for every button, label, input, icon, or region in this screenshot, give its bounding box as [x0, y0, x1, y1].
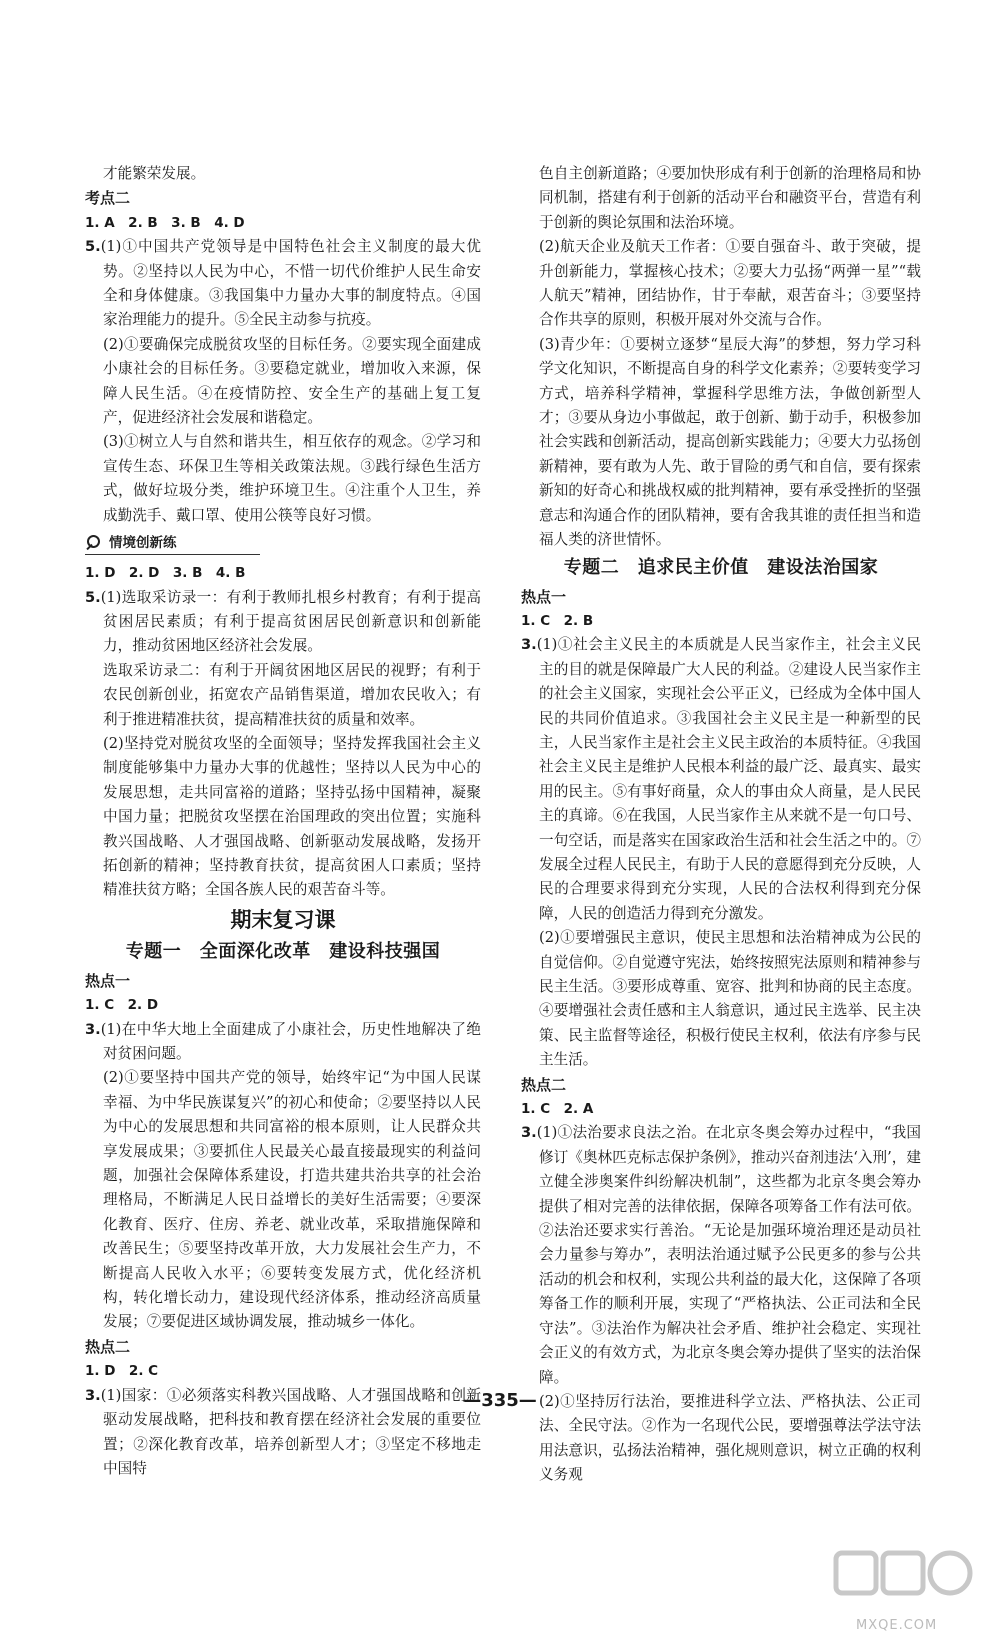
answer-text: (2)①要确保完成脱贫攻坚的目标任务。②要实现全面建成小康社会的目标任务。③要稳定就业，增加收入来源，保障人民生活。④在疫情防控、安全生产的基础上复工复产，促进经济社会发展和谐稳定。: [103, 335, 481, 427]
paragraph: 才能繁荣发展。: [103, 165, 206, 182]
answer-text: (1)①法治要求良法之治。在北京冬奥会筹办过程中，“我国修订《奥林匹克标志保护条例》，推动兴奋剂违法‘入刑’，建立健全涉奥案件纠纷解决机制”，这些都为北京冬奥会筹办提供了相对完善的法律依据，保障各项筹备工作有法可依。②法治还要求实行善治。“无论是加强环境治理还是动员社会力量参与筹办”，表明法治通过赋予公民更多的参与公共活动的机会和权利，实现公共利益的最大化，这保障了各项筹备工作的顺利开展，实现了“严格执法、公正司法和全民守法”。③法治作为解决社会矛盾、维护社会稳定、实现社会正义的有效方式，为北京冬奥会筹办提供了坚实的法治保障。: [536, 1124, 921, 1386]
answer-text: (2)①要坚持中国共产党的领导，始终牢记“为中国人民谋幸福、为中华民族谋复兴”的初心和使命；②要坚持以人民为中心的发展思想和共同富裕的根本原则，让人民群众共享发展成果；③要抓住人民最关心最直接最现实的利益问题，加强社会保障体系建设，打造共建共治共享的社会治理格局，不断满足人民日益增长的美好生活需要；④要深化教育、医疗、住房、养老、就业改革，采取措施保障和改善民生；⑤要坚持改革开放，大力发展社会生产力，不断提高人民收入水平；⑥要转变发展方式，优化经济机构，转化增长动力，建设现代经济体系，推动经济高质量发展；⑦要促进区域协调发展，推动城乡一体化。: [103, 1069, 481, 1331]
topic-title: 专题一 全面深化改革 建设科技强国: [125, 940, 441, 962]
right-column: [521, 162, 921, 1488]
answer-line: 1. A 2. B 3. B 4. D: [85, 214, 245, 231]
question-3: [85, 1018, 481, 1067]
question-5: [85, 586, 481, 659]
review-title: 期末复习课: [230, 907, 336, 932]
answer-text: (1)国家：①必须落实科教兴国战略、人才强国战略和创新驱动发展战略，把科技和教育摆在经济社会发展的重要位置；②深化教育改革，培养创新型人才；③坚定不移地走中国特: [100, 1386, 481, 1477]
question-3: [521, 1121, 921, 1389]
answer-line: 1. C 2. B: [521, 612, 594, 629]
question-number: 5.: [85, 588, 101, 606]
answer-text: (2)航天企业及航天工作者：①要自强奋斗、敢于突破，提升创新能力，掌握核心技术；②要大力弘扬“两弹一星”“载人航天”精神，团结协作，甘于奉献，艰苦奋斗；③要坚持合作共享的原则，积极开展对外交流与合作。: [539, 238, 921, 329]
answer-text: (1)在中华大地上全面建成了小康社会，历史性地解决了绝对贫困问题。: [100, 1020, 481, 1062]
question-3: [521, 633, 921, 926]
answer-line: 1. D 2. C: [85, 1363, 159, 1380]
answer-text: (3)①树立人与自然和谐共生，相互依存的观念。②学习和宣传生态、环保卫生等相关政策法规。③践行绿色生活方式，做好垃圾分类，维护环境卫生。④注重个人卫生，养成勤洗手、戴口罩、使用公筷等良好习惯。: [103, 433, 481, 524]
answer-line: 1. C 2. D: [85, 997, 159, 1014]
question-number: 3.: [85, 1020, 101, 1038]
section-label: 情境创新练: [109, 535, 177, 552]
answer-text: (2)①要增强民主意识，使民主思想和法治精神成为公民的自觉信仰。②自觉遵守宪法，始终按照宪法原则和精神参与民主生活。③要形成尊重、宽容、批判和协商的民主态度。④要增强社会责任感和主人翁意识，通过民主选举、民主决策、民主监督等途径，积极行使民主权利，依法有序参与民主生活。: [539, 929, 921, 1069]
question-number: 5.: [85, 238, 101, 256]
answer-line: 1. C 2. A: [521, 1101, 594, 1118]
answer-line: 1. D 2. D 3. B 4. B: [85, 565, 246, 582]
left-column: [85, 162, 481, 1481]
answer-text: (2)①坚持厉行法治，要推进科学立法、严格执法、公正司法、全民守法。②作为一名现代公民，要增强尊法学法守法用法意识，弘扬法治精神，强化规则意识，树立正确的权利义务观: [539, 1392, 921, 1484]
topic-title: 专题二 追求民主价值 建设法治国家: [563, 556, 879, 578]
heading-hot-2: 热点二: [521, 1075, 567, 1094]
answer-text: 选取采访录二：有利于开阔贫困地区居民的视野；有利于农民创新创业，拓宽农产品销售渠道，增加农民收入；有利于推进精准扶贫，提高精准扶贫的质量和效率。: [103, 661, 481, 728]
heading-hot-2: 热点二: [85, 1337, 131, 1356]
answer-text: (1)①中国共产党领导是中国特色社会主义制度的最大优势。②坚持以人民为中心，不惜一切代价维护人民生命安全和身体健康。③我国集中力量办大事的制度特点。④国家治理能力的提升。⑤全民主动参与抗疫。: [100, 238, 481, 329]
magnifier-icon: [85, 534, 103, 552]
answer-text: (3)青少年：①要树立逐梦“星辰大海”的梦想，努力学习科学文化知识，不断提高自身的科学文化素养；②要转变学习方式，培养科学精神，掌握科学思维方法，争做创新型人才；③要从身边小事做起，敢于创新、勤于动手，积极参加社会实践和创新活动，提高创新实践能力；④要大力弘扬创新精神，要有敢为人先、敢于冒险的勇气和自信，要有探索新知的好奇心和挑战权威的批判精神，要有承受挫折的坚强意志和沟通合作的团队精神，要有舍我其谁的责任担当和造福人类的济世情怀。: [539, 335, 921, 549]
heading-hot-1: 热点一: [521, 587, 567, 606]
heading-kaodian-2: 考点二: [85, 189, 131, 208]
section-header: [85, 532, 260, 555]
question-number: 3.: [521, 636, 537, 654]
page-number: —335—: [463, 1390, 537, 1411]
answer-text: (1)选取采访录一：有利于教师扎根乡村教育；有利于提高贫困居民素质；有利于提高贫困居民创新意识和创新能力，推动贫困地区经济社会发展。: [100, 588, 481, 655]
answer-text: (2)坚持党对脱贫攻坚的全面领导；坚持发挥我国社会主义制度能够集中力量办大事的优越性；坚持以人民为中心的发展思想，走共同富裕的道路；坚持弘扬中国精神，凝聚中国力量；把脱贫攻坚摆在治国理政的突出位置；实施科教兴国战略、人才强国战略、创新驱动发展战略，发扬开拓创新的精神；坚持教育扶贫，提高贫困人口素质；坚持精准扶贫方略；全国各族人民的艰苦奋斗等。: [103, 734, 481, 899]
paragraph: 色自主创新道路；④要加快形成有利于创新的治理格局和协同机制，搭建有利于创新的活动平台和融资平台，营造有利于创新的舆论氛围和法治环境。: [539, 165, 921, 231]
answer-text: (1)①社会主义民主的本质就是人民当家作主，社会主义民主的目的就是保障最广大人民的利益。②建设人民当家作主的社会主义国家，实现社会公平正义，已经成为全体中国人民的共同价值追求。③我国社会主义民主是一种新型的民主，人民当家作主是社会主义民主政治的本质特征。④我国社会主义民主是维护人民根本利益的最广泛、最真实、最实用的民主。⑤有事好商量，众人的事由众人商量，是人民民主的真谛。⑥在我国，人民当家作主从来就不是一句口号、一句空话，而是落实在国家政治生活和社会生活之中的。⑦发展全过程人民民主，有助于人民的意愿得到充分反映，人民的合理要求得到充分实现，人民的合法权利得到充分保障，人民的创造活力得到充分激发。: [536, 636, 921, 922]
question-number: 3.: [85, 1386, 101, 1404]
heading-hot-1: 热点一: [85, 971, 131, 990]
question-number: 3.: [521, 1124, 537, 1142]
watermark-text: MXQE.COM: [856, 1618, 938, 1633]
question-5: [85, 235, 481, 333]
